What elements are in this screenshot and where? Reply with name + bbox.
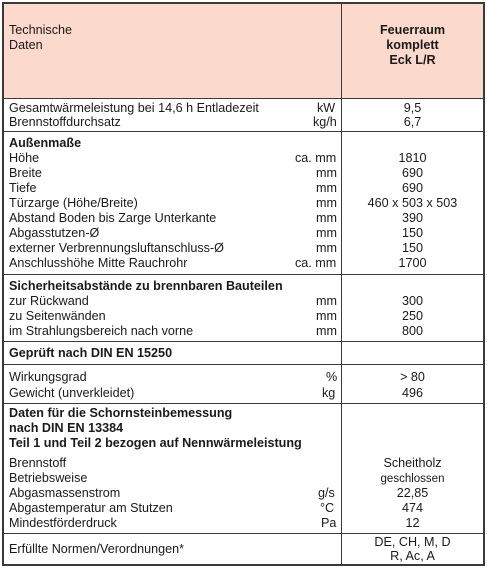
row-value: 6,7 — [403, 115, 422, 129]
section-heading: Geprüft nach DIN EN 15250 — [9, 346, 173, 360]
rule — [2, 533, 484, 534]
row-value: 390 — [401, 211, 423, 225]
section-heading: nach DIN EN 13384 — [9, 421, 124, 435]
row-unit: mm — [316, 309, 337, 323]
rule — [2, 2, 484, 4]
section-heading: Sicherheitsabstände zu brennbaren Bauteilen — [9, 279, 283, 293]
row-value: Scheitholz — [383, 456, 442, 470]
row-unit: mm — [316, 241, 337, 255]
row-unit: mm — [316, 324, 337, 338]
row-label: Wirkungsgrad — [9, 370, 87, 384]
product-name: Feuerraum — [379, 23, 446, 37]
row-value: 300 — [401, 294, 423, 308]
row-label: Anschlusshöhe Mitte Rauchrohr — [9, 256, 188, 270]
rule — [2, 403, 484, 404]
row-value: 474 — [401, 501, 423, 515]
section-heading: Teil 1 und Teil 2 bezogen auf Nennwärmeleistung — [9, 436, 302, 450]
row-label: Gewicht (unverkleidet) — [9, 386, 135, 400]
row-label: Abgasmassenstrom — [9, 486, 121, 500]
row-unit: °C — [320, 501, 335, 515]
row-value: 1700 — [398, 256, 427, 270]
row-label: Tiefe — [9, 181, 37, 195]
section-heading: Außenmaße — [9, 136, 82, 150]
rule — [2, 98, 484, 99]
row-value: 150 — [401, 226, 423, 240]
row-label: Gesamtwärmeleistung bei 14,6 h Entladezeit — [9, 101, 259, 115]
rule — [2, 564, 484, 566]
row-label: Brennstoff — [9, 456, 67, 470]
row-unit: g/s — [318, 486, 335, 500]
row-label: Mindestförderdruck — [9, 516, 117, 530]
rule — [2, 364, 484, 365]
row-label: Brennstoffdurchsatz — [9, 115, 121, 129]
row-unit: mm — [316, 166, 337, 180]
row-label: zur Rückwand — [9, 294, 89, 308]
rule — [483, 2, 485, 566]
row-unit: mm — [316, 181, 337, 195]
header-label: Technische — [9, 23, 73, 37]
rule — [2, 341, 484, 342]
row-value: 460 x 503 x 503 — [367, 196, 458, 210]
row-value: R, Ac, A — [390, 549, 435, 563]
row-unit: ca. mm — [295, 256, 337, 270]
row-label: externer Verbrennungsluftanschluss-Ø — [9, 241, 224, 255]
row-value: 1810 — [398, 151, 427, 165]
row-value: DE, CH, M, D — [374, 535, 451, 549]
header-label: Daten — [9, 38, 43, 52]
row-value: 150 — [401, 241, 423, 255]
row-label: Höhe — [9, 151, 40, 165]
row-value: 690 — [401, 181, 423, 195]
row-unit: kg — [322, 386, 336, 400]
row-value: 250 — [401, 309, 423, 323]
row-unit: mm — [316, 294, 337, 308]
row-label: zu Seitenwänden — [9, 309, 106, 323]
row-unit: Pa — [321, 516, 337, 530]
row-label: Türzarge (Höhe/Breite) — [9, 196, 138, 210]
row-label: Abstand Boden bis Zarge Unterkante — [9, 211, 217, 225]
row-value: 22,85 — [396, 486, 429, 500]
row-value: geschlossen — [380, 473, 445, 485]
row-unit: mm — [316, 211, 337, 225]
row-value: 690 — [401, 166, 423, 180]
row-unit: kW — [317, 101, 336, 115]
row-value: 9,5 — [403, 101, 422, 115]
row-label: Erfüllte Normen/Verordnungen* — [9, 542, 185, 556]
rule — [2, 131, 484, 132]
rule — [2, 274, 484, 275]
row-unit: mm — [316, 196, 337, 210]
row-unit: kg/h — [313, 115, 337, 129]
row-value: 800 — [401, 324, 423, 338]
row-value: 12 — [405, 516, 420, 530]
rule — [2, 2, 4, 566]
product-name: komplett — [386, 38, 439, 52]
row-value: 496 — [401, 386, 423, 400]
section-heading: Daten für die Schornsteinbemessung — [9, 406, 233, 420]
row-value: > 80 — [400, 370, 425, 384]
row-label: Breite — [9, 166, 42, 180]
row-label: Abgasstutzen-Ø — [9, 226, 100, 240]
technical-data-table — [2, 2, 484, 564]
row-unit: mm — [316, 226, 337, 240]
product-name: Eck L/R — [389, 53, 436, 67]
row-unit: ca. mm — [295, 151, 337, 165]
row-label: im Strahlungsbereich nach vorne — [9, 324, 194, 338]
row-unit: % — [326, 370, 338, 384]
row-label: Abgastemperatur am Stutzen — [9, 501, 173, 515]
row-label: Betriebsweise — [9, 471, 88, 485]
